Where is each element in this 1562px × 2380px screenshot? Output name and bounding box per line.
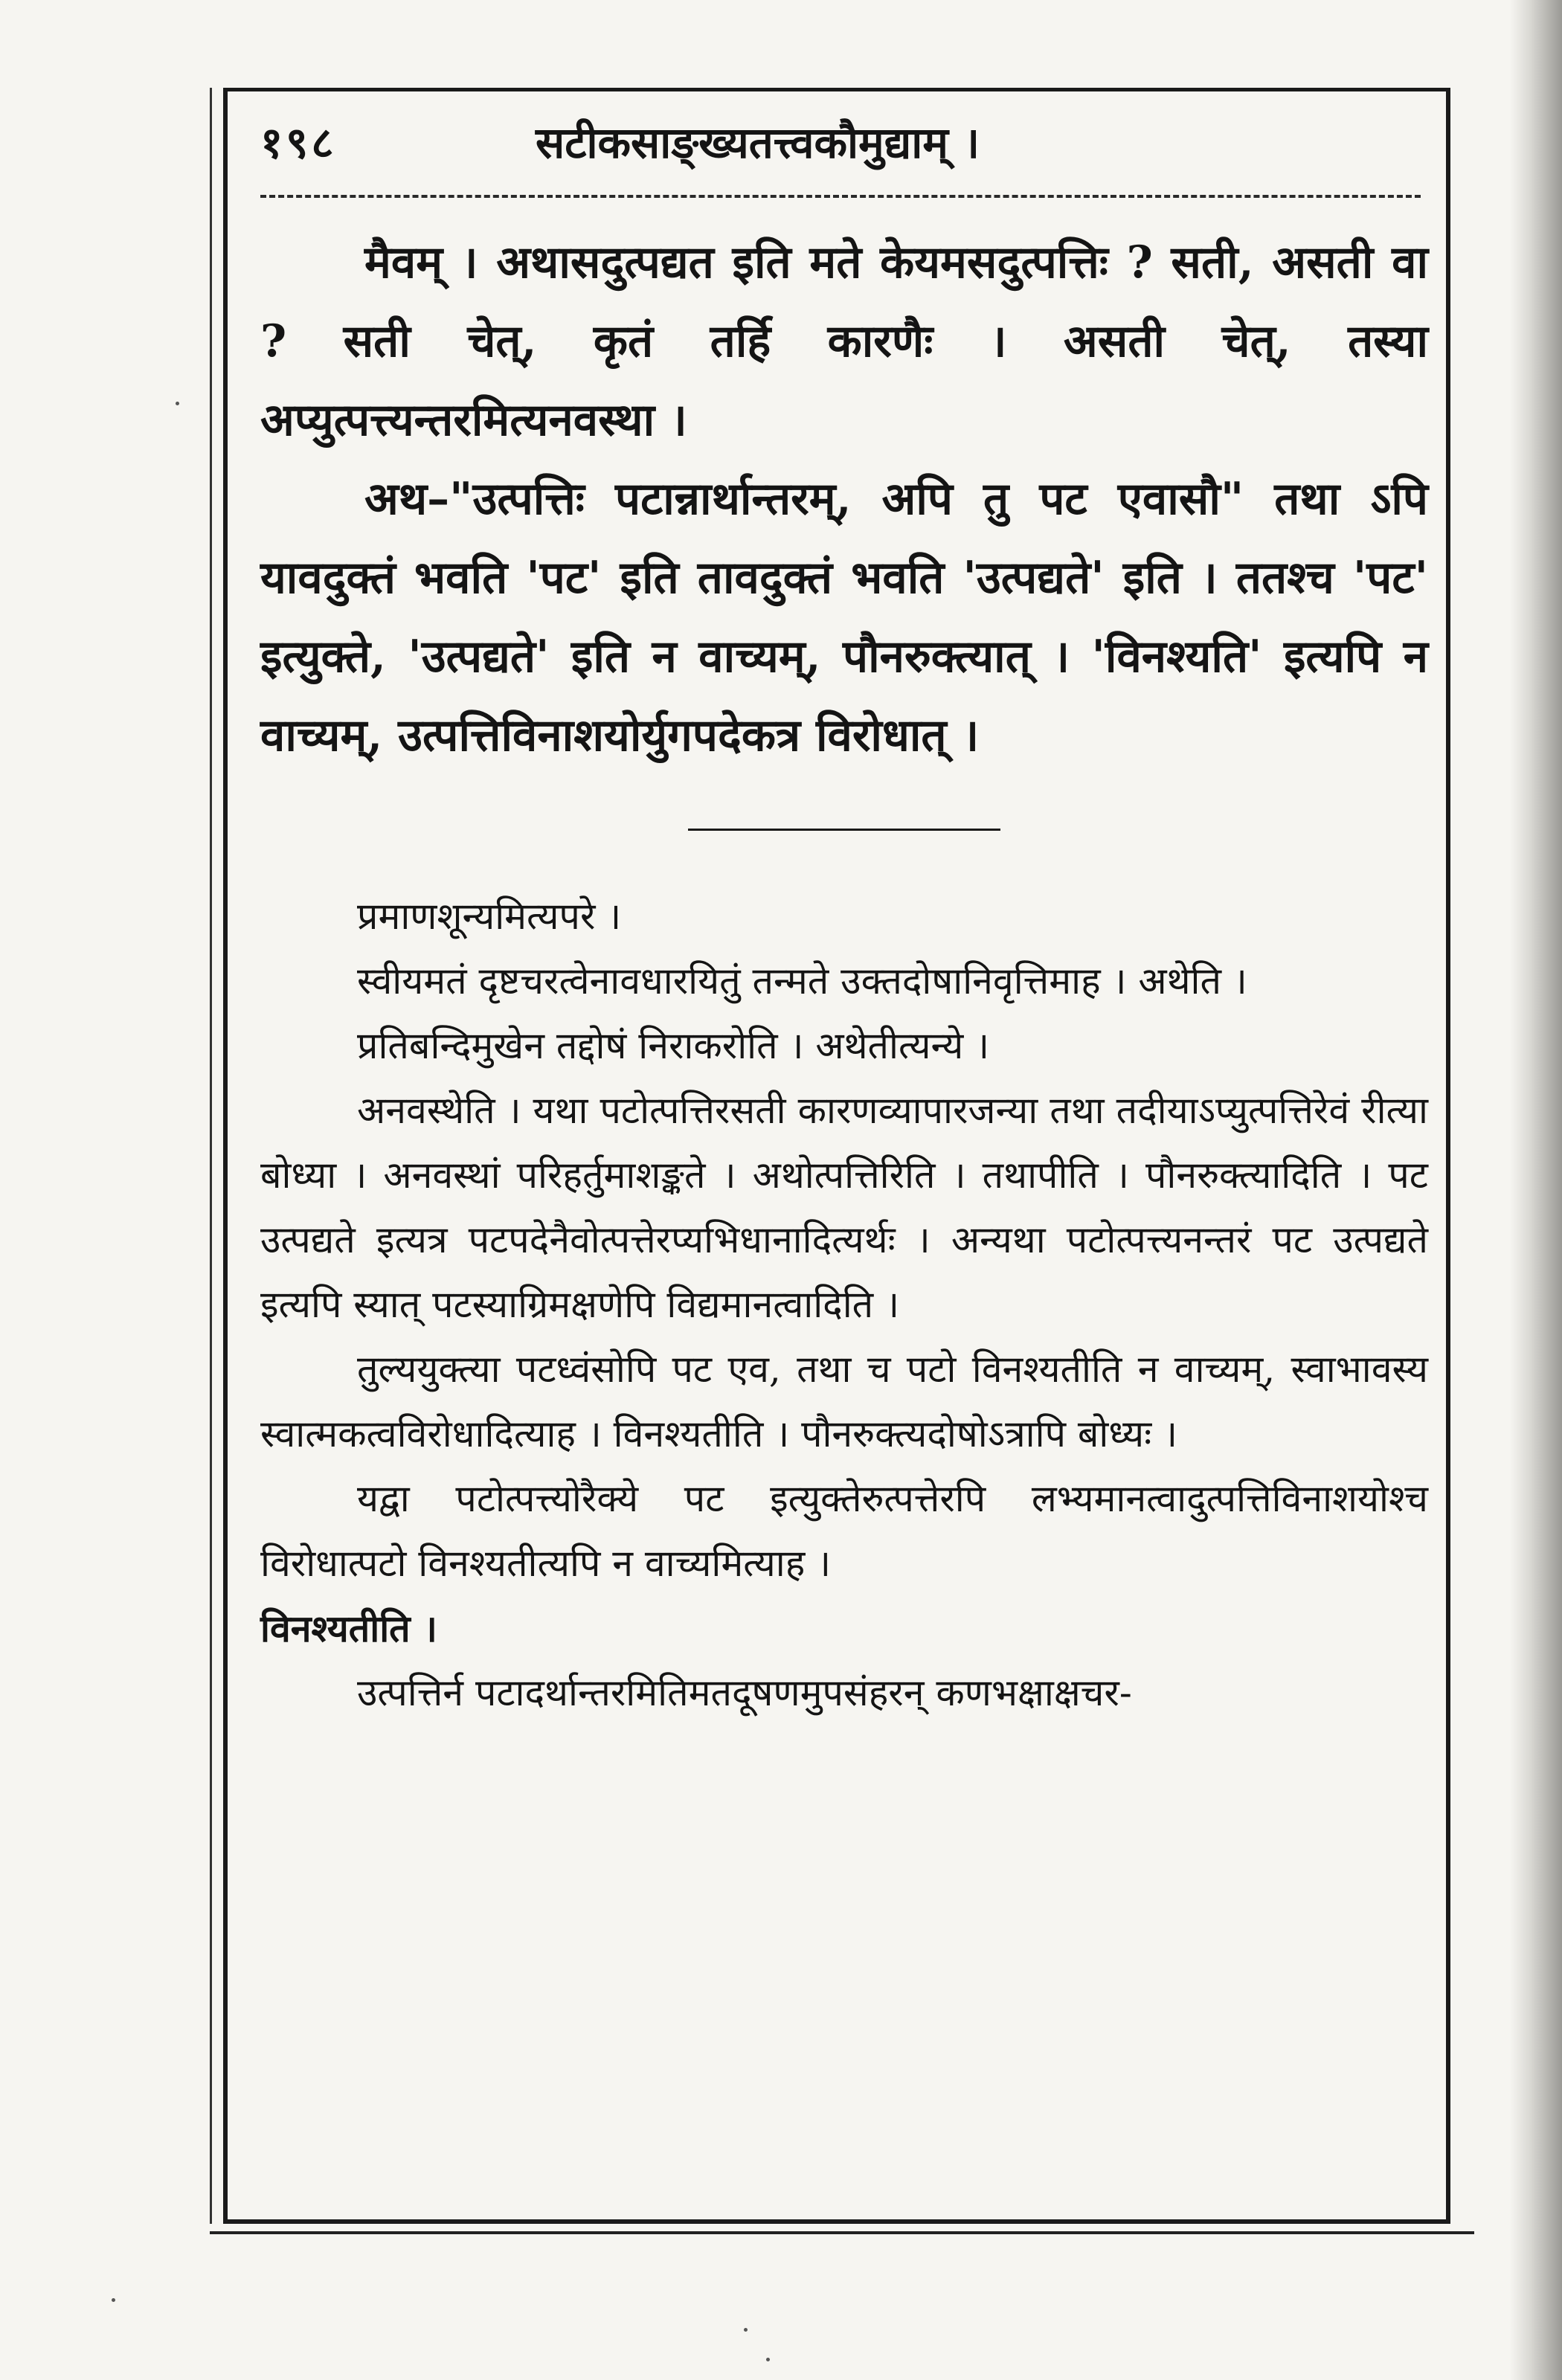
commentary-paragraph: अनवस्थेति । यथा पटोत्पत्तिरसती कारणव्यापारजन्या तथा तदीयाऽप्युत्पत्तिरेवं रीत्या बोध्या । अनवस्थां परिहर्तुमाशङ्कते । अथोत्पत्तिरिति । तथापीति । पौनरुक्त्यादिति । पट उत्पद्यते इत्यत्र पटपदेनैवोत्पत्तेरप्यभिधानादित्यर्थः । अन्यथा पटोत्पत्त्यनन्तरं पट उत्पद्यते इत्यपि स्यात् पटस्याग्रिमक्षणेपि विद्यमानत्वादिति । [260,1089,1428,1326]
scan-speck [744,2328,748,2332]
commentary-paragraph: तुल्ययुक्त्या पटध्वंसोपि पट एव, तथा च पटो विनश्यतीति न वाच्यम्, स्वाभावस्य स्वात्मकत्वविरोधादित्याह । विनश्यतीति । पौनरुक्त्यदोषोऽत्रापि बोध्यः । [260,1348,1428,1456]
main-paragraph: मैवम् । अथासदुत्पद्यत इति मते केयमसदुत्पत्तिः ? सती, असती वा ? सती चेत्, कृतं तर्हि कारणैः । असती चेत्, तस्या अप्युत्पत्त्यन्तरमित्यनवस्था । [260,237,1428,446]
running-title: सटीकसाङ्ख्यतत्त्वकौमुद्याम् । [536,118,980,168]
main-text [260,223,1428,775]
page-frame-bottom-rule [210,2231,1474,2234]
scan-speck [176,402,179,405]
commentary-paragraph: प्रतिबन्दिमुखेन तद्दोषं निराकरोति । अथेतीत्यन्ये । [357,1024,990,1067]
scan-speck [112,2298,115,2302]
scan-speck [766,2358,770,2361]
page-number: १९८ [260,118,337,168]
commentary-paragraph: यद्वा पटोत्पत्त्योरैक्ये पट इत्युक्तेरुत्पत्तेरपि लभ्यमानत्वादुत्पत्तिविनाशयोश्च विरोधात्पटो विनश्यतीत्यपि न वाच्यमित्याह । [260,1477,1428,1585]
page-frame-outer-rule [210,88,212,2224]
commentary-paragraph: स्वीयमतं दृष्टचरत्वेनावधारयितुं तन्मते उक्तदोषानिवृत्तिमाह । अथेति । [357,959,1247,1003]
page-body [260,223,1428,1726]
scan-edge-shadow [1510,0,1562,2380]
commentary-text [260,884,1428,1726]
main-paragraph: अथ–"उत्पत्तिः पटान्नार्थान्तरम्, अपि तु पट एवासौ" तथा ऽपि यावदुक्तं भवति 'पट' इति तावदुक्तं भवति 'उत्पद्यते' इति । ततश्च 'पट' इत्युक्ते, 'उत्पद्यते' इति न वाच्यम्, पौनरुक्त्यात् । 'विनश्यति' इत्यपि न वाच्यम्, उत्पत्तिविनाशयोर्युगपदेकत्र विरोधात् । [260,473,1428,762]
page-header [260,112,1428,186]
header-divider [260,195,1421,198]
commentary-paragraph: प्रमाणशून्यमित्यपरे । [357,895,622,938]
section-divider [688,829,1000,831]
commentary-pratika: विनश्यतीति । [260,1606,438,1650]
commentary-paragraph: उत्पत्तिर्न पटादर्थान्तरमितिमतदूषणमुपसंहरन् कणभक्षाक्षचर- [357,1671,1132,1714]
